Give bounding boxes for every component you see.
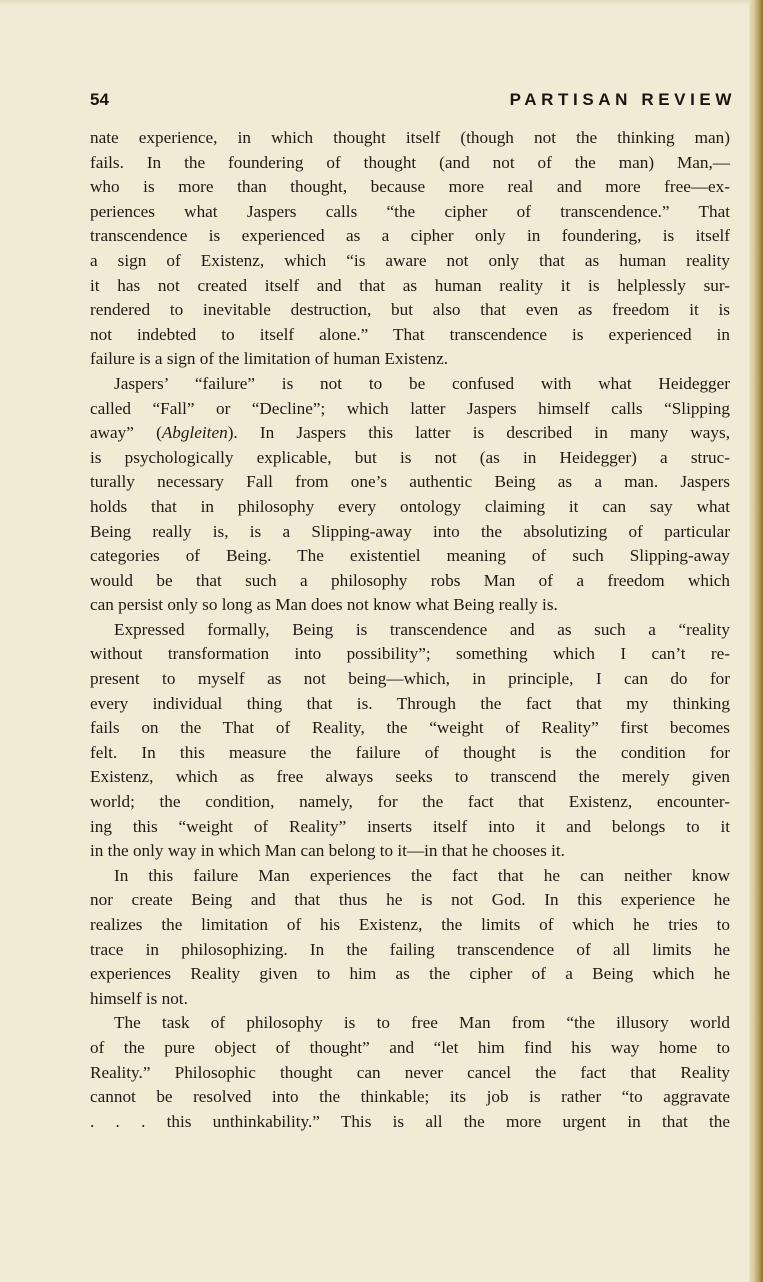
text-line: in the only way in which Man can belong to it—in that he chooses it. [90,841,565,861]
text-line: categories of Being. The existentiel meaning of such Slipping-away [90,546,730,566]
text-line: not indebted to itself alone.” That transcendence is experienced in [90,324,730,344]
text-line: trace in philosophizing. In the failing transcendence of all limits he [90,939,730,959]
text-line: Jaspers’ “failure” is not to be confused with what Heidegger [114,373,730,393]
page-header [90,88,736,112]
text-line: realizes the limitation of his Existenz, the limits of which he tries to [90,915,730,934]
text-line: is psychologically explicable, but is not (as in Heidegger) a struc- [90,447,730,467]
text-line: holds that in philosophy every ontology claiming it can say what [90,496,730,516]
text-line: Expressed formally, Being is transcendence and as such a “reality [114,619,730,639]
running-head: PARTISAN REVIEW [509,90,736,109]
text-line: called “Fall” or “Decline”; which latter Jaspers himself calls “Slipping [90,398,730,418]
paragraph [90,1011,730,1134]
text-line: away” (Abgleiten). In Jaspers this latter is described in many ways, [90,423,730,443]
text-line: Being really is, is a Slipping-away into the absolutizing of particular [90,521,730,541]
text-line: without transformation into possibility”; something which I can’t re- [90,644,730,664]
page-binding-edge [749,0,763,1282]
text-line: transcendence is experienced as a cipher only in foundering, is itself [90,226,730,246]
text-line: failure is a sign of the limitation of human Existenz. [90,349,448,369]
text-line: world; the condition, namely, for the fact that Existenz, encounter- [90,792,730,812]
text-line: Existenz, which as free always seeks to transcend the merely given [90,767,730,787]
text-line: fails on the That of Reality, the “weight of Reality” first becomes [90,718,730,738]
text-line: In this failure Man experiences the fact that he can neither know [114,865,730,885]
text-line: who is more than thought, because more real and more free—ex- [90,177,730,197]
page-number: 54 [90,90,109,109]
text-line: felt. In this measure the failure of thought is the condition for [90,742,730,762]
text-line: present to myself as not being—which, in principle, I can do for [90,669,730,689]
text-line: periences what Jaspers calls “the cipher of transcendence.” That [90,201,730,221]
text-line: turally necessary Fall from one’s authentic Being as a man. Jaspers [90,472,730,492]
text-line: rendered to inevitable destruction, but also that even as freedom it is [90,300,730,320]
text-line: can persist only so long as Man does not know what Being really is. [90,595,558,615]
text-line: it has not created itself and that as human reality it is helplessly sur- [90,275,730,295]
paragraph [90,618,730,864]
paragraph [90,864,730,1012]
text-line: cannot be resolved into the thinkable; its job is rather “to aggravate [90,1087,730,1107]
text-line: himself is not. [90,988,188,1008]
paragraph [90,126,730,372]
text-line: every individual thing that is. Through the fact that my thinking [90,693,730,713]
text-line: experiences Reality given to him as the cipher of a Being which he [90,964,730,984]
paragraph [90,372,730,618]
text-line: of the pure object of thought” and “let him find his way home to [90,1037,730,1057]
body-text [90,126,730,1134]
text-line: would be that such a philosophy robs Man of a freedom which [90,570,730,590]
text-line: . . . this unthinkability.” This is all the more urgent in that the [90,1111,730,1131]
text-line: nate experience, in which thought itself (though not the thinking man) [90,128,730,147]
text-line: fails. In the foundering of thought (and not of the man) Man,— [90,152,730,172]
text-line: Reality.” Philosophic thought can never cancel the fact that Reality [90,1062,730,1082]
text-line: ing this “weight of Reality” inserts itself into it and belongs to it [90,816,730,836]
italic-term: Abgleiten [161,423,228,443]
text-line: nor create Being and that thus he is not God. In this experience he [90,890,730,910]
text-line: The task of philosophy is to free Man from “the illusory world [114,1013,730,1033]
text-line: a sign of Existenz, which “is aware not only that as human reality [90,250,730,270]
page-top-shadow [0,0,763,6]
